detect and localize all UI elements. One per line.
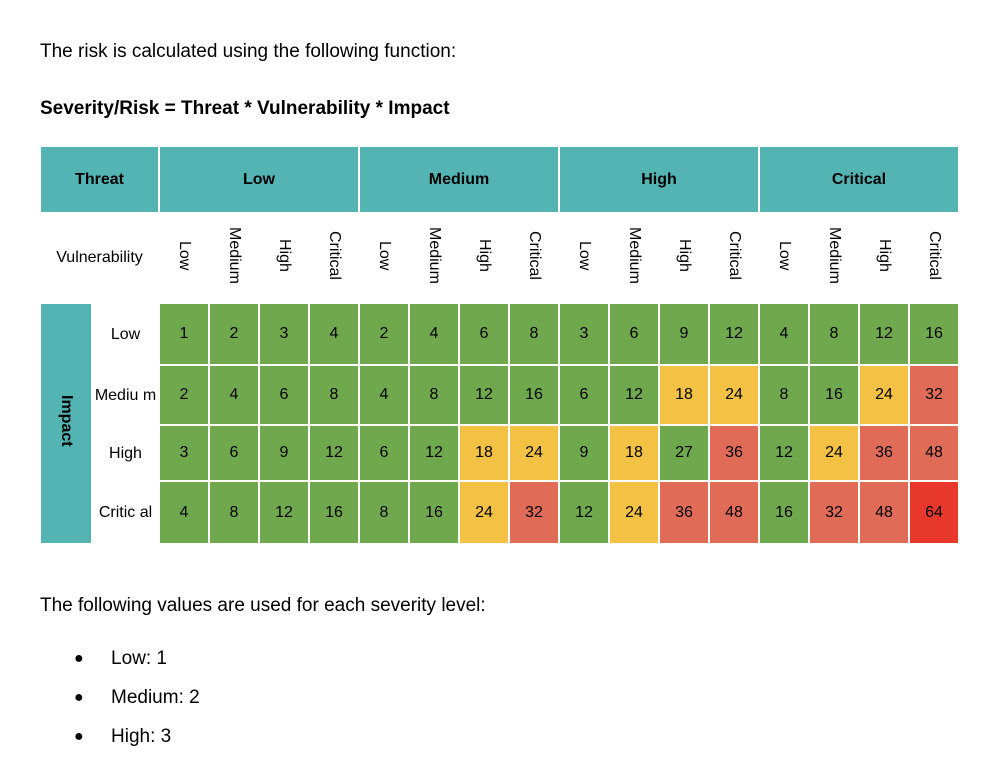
vulnerability-level-header [309,213,359,303]
risk-score-cell: 18 [659,365,709,425]
risk-score-cell: 2 [359,303,409,365]
vulnerability-level-label: Critical [526,231,543,280]
risk-score-cell: 6 [559,365,609,425]
vulnerability-level-header [559,213,609,303]
risk-score-cell: 24 [459,481,509,544]
impact-row-low [40,303,959,365]
threat-group-low: Low [159,146,359,213]
vulnerability-level-label: High [876,239,893,272]
threat-group-high: High [559,146,759,213]
risk-score-cell: 2 [209,303,259,365]
vulnerability-level-label: Medium [826,227,843,284]
risk-score-cell: 12 [409,425,459,481]
risk-score-cell: 8 [509,303,559,365]
risk-score-cell: 12 [259,481,309,544]
risk-score-cell: 16 [909,303,959,365]
risk-score-cell: 48 [709,481,759,544]
vulnerability-level-header [659,213,709,303]
threat-header: Threat [40,146,159,213]
bullet-icon: ● [74,728,84,745]
impact-level-label: Mediu m [92,365,159,425]
vulnerability-level-header [909,213,959,303]
impact-level-label: Low [92,303,159,365]
vulnerability-level-label: Critical [926,231,943,280]
risk-score-cell: 16 [309,481,359,544]
risk-score-cell: 12 [309,425,359,481]
risk-score-cell: 6 [259,365,309,425]
vulnerability-level-header [709,213,759,303]
risk-matrix-table [39,145,960,545]
threat-group-critical: Critical [759,146,959,213]
vulnerability-level-label: Medium [426,227,443,284]
risk-score-cell: 16 [809,365,859,425]
vulnerability-level-label: Medium [626,227,643,284]
threat-group-medium: Medium [359,146,559,213]
severity-level-text: Medium: 2 [111,687,200,708]
intro-text: The risk is calculated using the following function: [40,41,457,62]
risk-score-cell: 32 [809,481,859,544]
values-intro-text: The following values are used for each severity level: [40,595,486,616]
impact-header [40,303,92,544]
vulnerability-level-header [209,213,259,303]
threat-header-row [40,146,959,213]
risk-score-cell: 8 [209,481,259,544]
risk-score-cell: 8 [409,365,459,425]
vulnerability-level-label: High [276,239,293,272]
risk-score-cell: 18 [609,425,659,481]
severity-level-text: High: 3 [111,726,172,747]
risk-score-cell: 48 [909,425,959,481]
risk-score-cell: 24 [609,481,659,544]
risk-score-cell: 8 [309,365,359,425]
risk-score-cell: 6 [609,303,659,365]
vulnerability-level-label: High [476,239,493,272]
risk-score-cell: 12 [759,425,809,481]
risk-score-cell: 4 [209,365,259,425]
vulnerability-level-header [759,213,809,303]
risk-score-cell: 12 [709,303,759,365]
vulnerability-level-header [509,213,559,303]
vulnerability-level-header [259,213,309,303]
vulnerability-level-label: Low [776,240,793,271]
vulnerability-level-label: Critical [726,231,743,280]
risk-score-cell: 4 [159,481,209,544]
risk-score-cell: 36 [709,425,759,481]
risk-score-cell: 36 [659,481,709,544]
vulnerability-header: Vulnerability [40,213,159,303]
risk-score-cell: 32 [909,365,959,425]
risk-score-cell: 3 [259,303,309,365]
risk-score-cell: 6 [459,303,509,365]
risk-score-cell: 24 [709,365,759,425]
risk-score-cell: 6 [209,425,259,481]
impact-level-label: Critic al [92,481,159,544]
list-item [74,683,200,722]
vulnerability-level-label: High [676,239,693,272]
risk-formula: Severity/Risk = Threat * Vulnerability * Impact [40,98,450,119]
risk-score-cell: 36 [859,425,909,481]
vulnerability-level-label: Low [376,240,393,271]
risk-score-cell: 8 [809,303,859,365]
vulnerability-level-header [609,213,659,303]
impact-row-critical [40,481,959,544]
risk-score-cell: 1 [159,303,209,365]
risk-score-cell: 9 [659,303,709,365]
risk-score-cell: 8 [759,365,809,425]
severity-level-text: Low: 1 [111,648,167,669]
risk-score-cell: 12 [459,365,509,425]
vulnerability-level-header [159,213,209,303]
risk-score-cell: 24 [809,425,859,481]
risk-score-cell: 48 [859,481,909,544]
risk-score-cell: 18 [459,425,509,481]
vulnerability-level-header [359,213,409,303]
risk-score-cell: 6 [359,425,409,481]
vulnerability-level-header [809,213,859,303]
risk-score-cell: 2 [159,365,209,425]
risk-score-cell: 16 [409,481,459,544]
risk-score-cell: 3 [159,425,209,481]
risk-score-cell: 16 [509,365,559,425]
vulnerability-level-header [459,213,509,303]
impact-row-high [40,425,959,481]
risk-score-cell: 4 [759,303,809,365]
vulnerability-level-label: Critical [326,231,343,280]
impact-label: Impact [58,395,75,447]
risk-score-cell: 12 [859,303,909,365]
risk-score-cell: 64 [909,481,959,544]
bullet-icon: ● [74,689,84,706]
risk-score-cell: 12 [609,365,659,425]
risk-score-cell: 24 [509,425,559,481]
list-item [74,644,200,683]
risk-score-cell: 9 [559,425,609,481]
risk-score-cell: 4 [409,303,459,365]
risk-score-cell: 24 [859,365,909,425]
vulnerability-level-header [859,213,909,303]
risk-score-cell: 4 [309,303,359,365]
risk-score-cell: 16 [759,481,809,544]
vulnerability-level-header [409,213,459,303]
severity-values-list [74,644,200,761]
vulnerability-header-row [40,213,959,303]
vulnerability-level-label: Medium [226,227,243,284]
risk-score-cell: 32 [509,481,559,544]
vulnerability-level-label: Low [176,240,193,271]
risk-score-cell: 8 [359,481,409,544]
impact-row-medium [40,365,959,425]
vulnerability-level-label: Low [576,240,593,271]
risk-score-cell: 9 [259,425,309,481]
risk-score-cell: 3 [559,303,609,365]
impact-level-label: High [92,425,159,481]
bullet-icon: ● [74,650,84,667]
list-item [74,722,200,761]
risk-score-cell: 4 [359,365,409,425]
risk-score-cell: 27 [659,425,709,481]
risk-score-cell: 12 [559,481,609,544]
